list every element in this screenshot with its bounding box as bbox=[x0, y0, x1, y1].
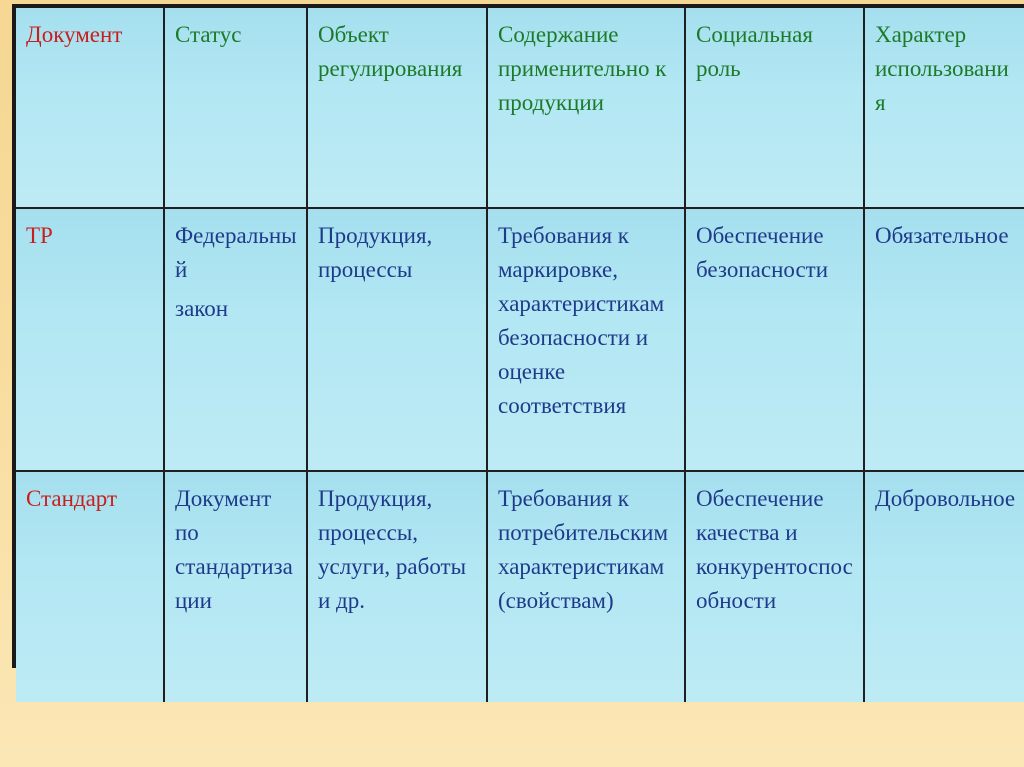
cell-content-tr: Требования к маркировке, характеристикам безопасности и оценке соответствия bbox=[487, 208, 685, 471]
cell-usage-standard: Добровольное bbox=[864, 471, 1024, 702]
cell-status-standard: Документ по стандартизации bbox=[164, 471, 307, 702]
cell-status-tr bbox=[164, 208, 307, 471]
cell-role-standard: Обеспечение качества и конкурентоспособности bbox=[685, 471, 864, 702]
status-tr-line1: Федеральный bbox=[175, 223, 297, 282]
header-role: Социальная роль bbox=[685, 8, 864, 208]
cell-object-tr: Продукция, процессы bbox=[307, 208, 487, 471]
cell-usage-tr: Обязательное bbox=[864, 208, 1024, 471]
header-object: Объект регулирования bbox=[307, 8, 487, 208]
cell-document-tr: ТР bbox=[16, 208, 164, 471]
cell-object-standard: Продукция, процессы, услуги, работы и др. bbox=[307, 471, 487, 702]
header-usage: Характер использования bbox=[864, 8, 1024, 208]
header-status: Статус bbox=[164, 8, 307, 208]
cell-content-standard: Требования к потребительским характеристикам (свойствам) bbox=[487, 471, 685, 702]
table-row-standard bbox=[16, 471, 1024, 702]
header-document: Документ bbox=[16, 8, 164, 208]
status-tr-line2: закон bbox=[175, 296, 229, 321]
standards-comparison-table bbox=[12, 4, 1024, 668]
cell-document-standard: Стандарт bbox=[16, 471, 164, 702]
table-row-tr bbox=[16, 208, 1024, 471]
comparison-table bbox=[16, 8, 1024, 702]
cell-role-tr: Обеспечение безопасности bbox=[685, 208, 864, 471]
header-content: Содержание применительно к продукции bbox=[487, 8, 685, 208]
header-row bbox=[16, 8, 1024, 208]
